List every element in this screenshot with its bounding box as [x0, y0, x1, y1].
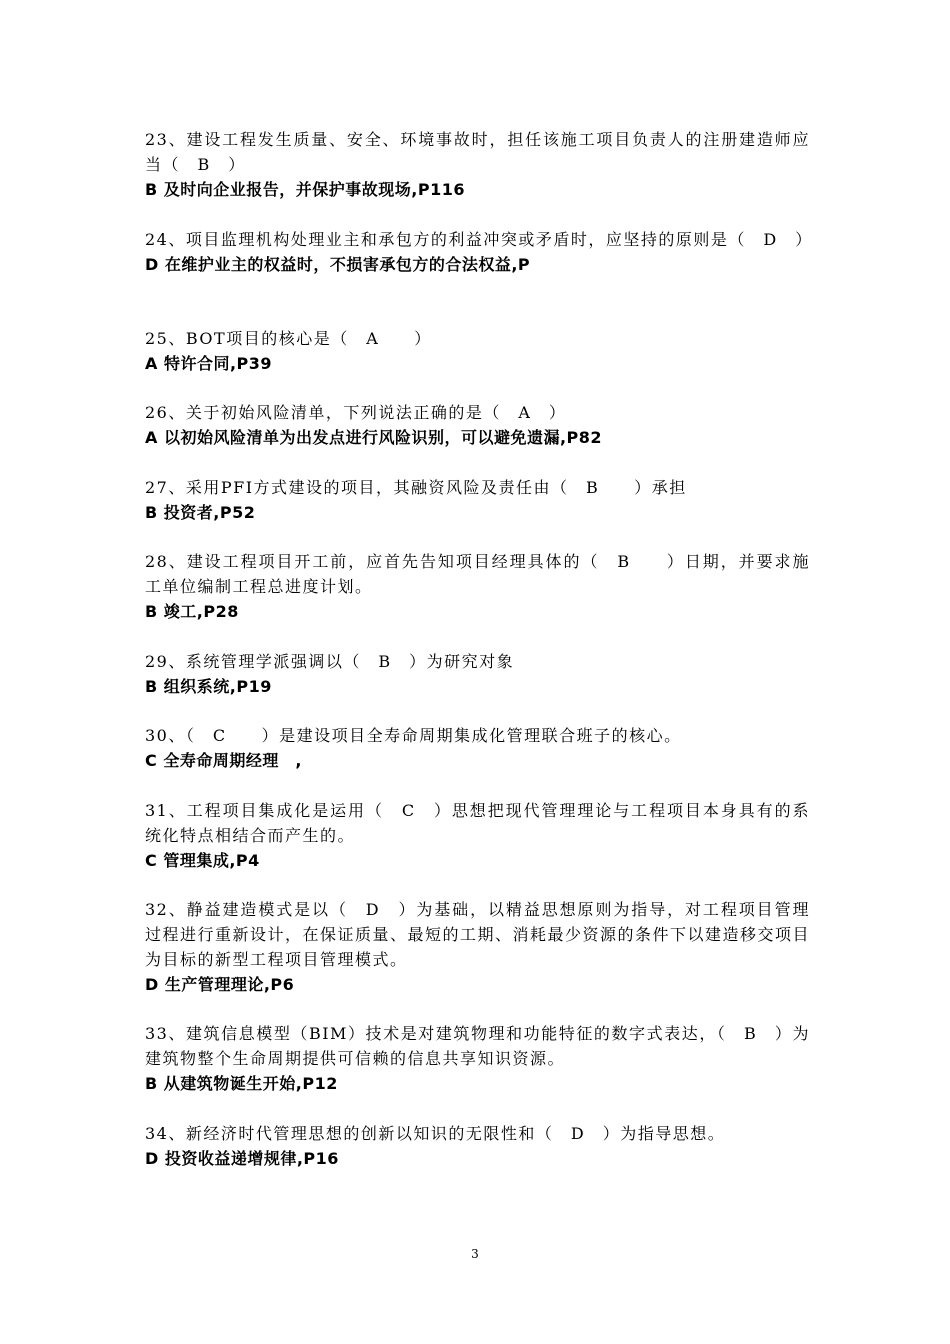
- question-31: [145, 798, 810, 873]
- answer-text: D 投资收益递增规律,P16: [145, 1149, 339, 1168]
- answer-text: D 在维护业主的权益时，不损害承包方的合法权益,P: [145, 255, 531, 274]
- question-30: [145, 723, 810, 773]
- page-number: 3: [471, 1247, 479, 1261]
- question-text: 31、工程项目集成化是运用（ C ）思想把现代管理理论与工程项目本身具有的系统化特点相结合而产生的。: [145, 801, 810, 845]
- answer-text: B 投资者,P52: [145, 503, 256, 522]
- answer-text: B 及时向企业报告，并保护事故现场,P116: [145, 180, 465, 199]
- question-33: [145, 1021, 810, 1096]
- question-text: 26、关于初始风险清单，下列说法正确的是（ A ）: [145, 403, 567, 422]
- answer-text: B 组织系统,P19: [145, 677, 272, 696]
- question-text: 33、建筑信息模型（BIM）技术是对建筑物理和功能特征的数字式表达，（ B ）为建筑物整个生命周期提供可信赖的信息共享知识资源。: [145, 1024, 810, 1068]
- question-28: [145, 549, 810, 624]
- question-text: 27、采用PFI方式建设的项目，其融资风险及责任由（ B ）承担: [145, 478, 687, 497]
- answer-text: D 生产管理理论,P6: [145, 975, 295, 994]
- answer-text: C 全寿命周期经理 ,: [145, 751, 302, 770]
- answer-text: C 管理集成,P4: [145, 851, 260, 870]
- question-text: 30、（ C ）是建设项目全寿命周期集成化管理联合班子的核心。: [145, 726, 682, 745]
- question-text: 32、静益建造模式是以（ D ）为基础，以精益思想原则为指导，对工程项目管理过程进行重新设计，在保证质量、最短的工期、消耗最少资源的条件下以建造移交项目为目标的新型工程项目管理模式。: [145, 900, 811, 969]
- question-25: [145, 326, 810, 376]
- question-27: [145, 475, 810, 525]
- answer-text: A 特许合同,P39: [145, 354, 273, 373]
- question-text: 34、新经济时代管理思想的创新以知识的无限性和（ D ）为指导思想。: [145, 1124, 726, 1143]
- question-text: 25、BOT项目的核心是（ A ）: [145, 329, 432, 348]
- answer-text: B 从建筑物诞生开始,P12: [145, 1074, 338, 1093]
- question-32: [145, 897, 810, 997]
- answer-text: B 竣工,P28: [145, 602, 239, 621]
- question-text: 29、系统管理学派强调以（ B ）为研究对象: [145, 652, 515, 671]
- question-26: [145, 400, 810, 450]
- answer-text: A 以初始风险清单为出发点进行风险识别，可以避免遗漏,P82: [145, 428, 603, 447]
- question-text: 28、建设工程项目开工前，应首先告知项目经理具体的（ B ）日期，并要求施工单位编制工程总进度计划。: [145, 552, 810, 596]
- question-24: [145, 227, 813, 277]
- question-23: [145, 127, 810, 202]
- question-29: [145, 649, 810, 699]
- question-text: 23、建设工程发生质量、安全、环境事故时，担任该施工项目负责人的注册建造师应当（ B ）: [145, 130, 810, 174]
- question-34: [145, 1121, 810, 1171]
- question-text: 24、项目监理机构处理业主和承包方的利益冲突或矛盾时，应坚持的原则是（ D ）: [145, 230, 813, 249]
